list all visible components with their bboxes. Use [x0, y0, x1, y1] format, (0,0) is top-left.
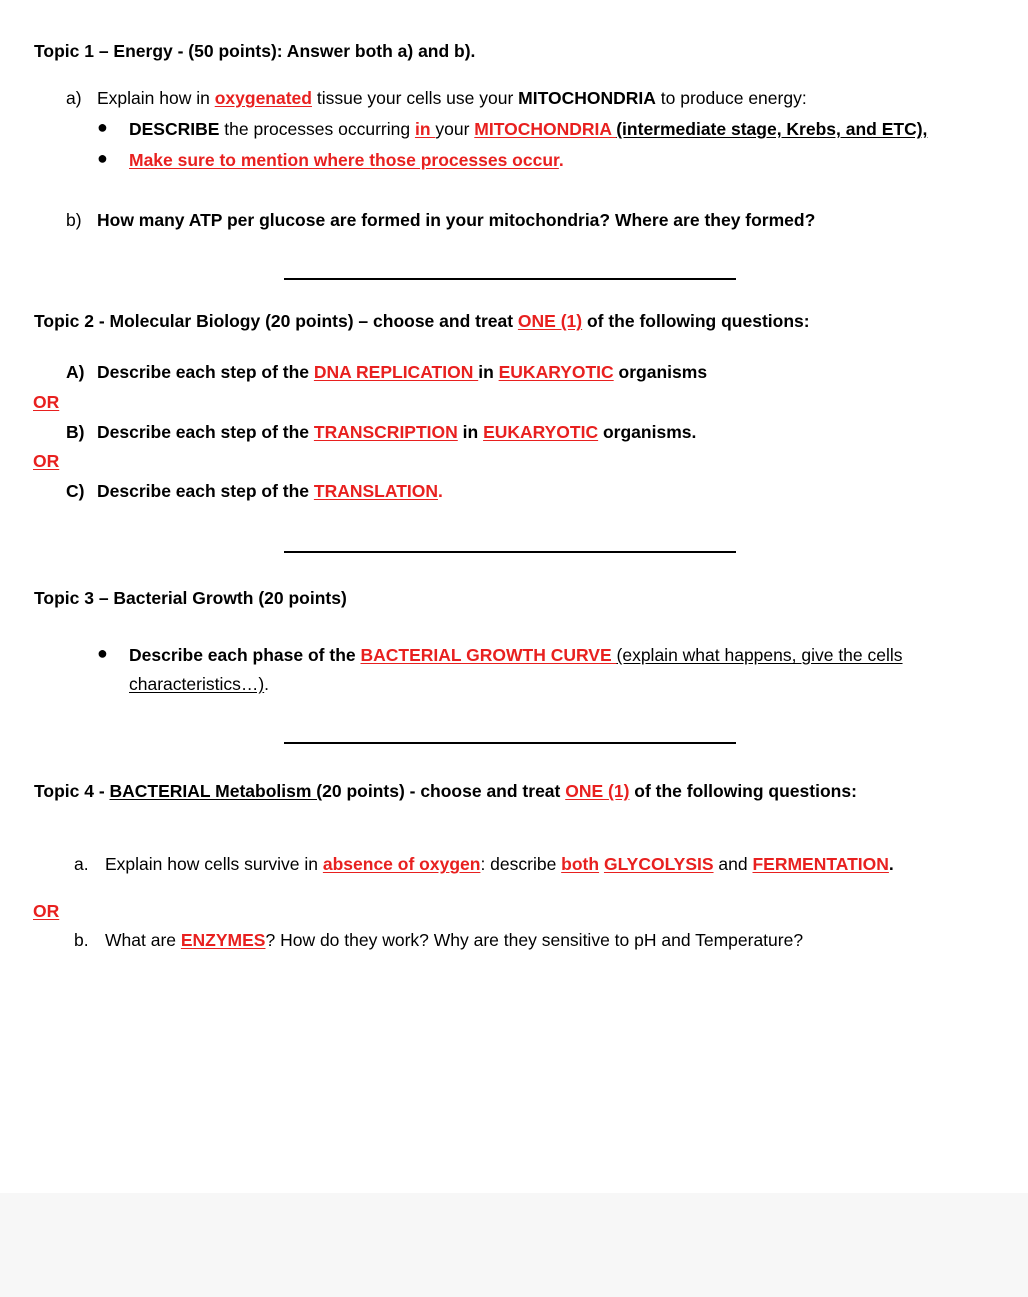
text: characteristics…) — [129, 674, 265, 694]
keyword: ONE (1) — [565, 781, 630, 801]
topic2-A-marker: A) — [66, 362, 85, 382]
bullet-icon: ● — [97, 643, 108, 663]
topic2-B-marker: B) — [66, 422, 85, 442]
page-footer-area — [0, 1193, 1028, 1297]
or-label: OR — [33, 392, 60, 412]
keyword: both — [561, 854, 600, 874]
text: (explain what happens, give the cells — [616, 645, 903, 665]
text: in — [457, 422, 484, 442]
topic4-heading — [34, 780, 857, 802]
bullet-icon: ● — [97, 148, 108, 168]
text: . — [264, 674, 270, 694]
text: of the following questions: — [582, 311, 810, 331]
topic1-a-line — [97, 87, 807, 109]
text: . — [558, 150, 564, 170]
text: Describe each step of the — [97, 362, 314, 382]
keyword: MITOCHONDRIA — [474, 119, 617, 139]
keyword: ONE (1) — [517, 311, 583, 331]
topic1-b-marker: b) — [66, 210, 82, 230]
text: Explain how in — [97, 88, 215, 108]
topic4-a-marker: a. — [74, 854, 89, 874]
keyword: DNA REPLICATION — [313, 362, 479, 382]
separator — [284, 742, 736, 744]
text: organisms. — [598, 422, 697, 442]
text: . — [888, 854, 894, 874]
keyword: EUKARYOTIC — [498, 362, 614, 382]
keyword: Make sure to mention where those processes occur — [129, 150, 559, 170]
text: the processes occurring — [219, 119, 415, 139]
keyword: TRANSCRIPTION — [313, 422, 458, 442]
keyword: oxygenated — [214, 88, 312, 108]
text: ? How do they work? Why are they sensitive to pH and Temperature? — [265, 930, 804, 950]
separator — [284, 278, 736, 280]
topic1-b-question: How many ATP per glucose are formed in your mitochondria? Where are they formed? — [97, 210, 816, 230]
text: : describe — [480, 854, 562, 874]
text: What are — [105, 930, 181, 950]
keyword: EUKARYOTIC — [483, 422, 599, 442]
bullet-icon: ● — [97, 117, 108, 137]
text: tissue your cells use your — [311, 88, 519, 108]
or-label: OR — [33, 901, 60, 921]
keyword: ENZYMES — [180, 930, 266, 950]
keyword: in — [414, 119, 436, 139]
text: Explain how cells survive in — [105, 854, 323, 874]
keyword: GLYCOLYSIS — [603, 854, 714, 874]
text: . — [438, 481, 443, 501]
keyword: absence of oxygen — [322, 854, 481, 874]
topic1-a-bullet1 — [129, 118, 927, 140]
keyword: MITOCHONDRIA — [518, 88, 656, 108]
text: Describe each phase of the — [129, 645, 361, 665]
text: of the following questions: — [629, 781, 857, 801]
topic3-heading: Topic 3 – Bacterial Growth (20 points) — [34, 588, 347, 608]
separator — [284, 551, 736, 553]
keyword: DESCRIBE — [129, 119, 220, 139]
topic1-a-marker: a) — [66, 88, 82, 108]
text: and — [713, 854, 753, 874]
topic1-a-bullet2 — [129, 149, 564, 171]
keyword: FERMENTATION — [752, 854, 889, 874]
text: (intermediate stage, Krebs, and ETC), — [616, 119, 928, 139]
topic1-heading: Topic 1 – Energy - (50 points): Answer both a) and b). — [34, 41, 476, 61]
text: in — [478, 362, 499, 382]
text: organisms — [613, 362, 708, 382]
text: to produce energy: — [655, 88, 807, 108]
or-label: OR — [33, 451, 60, 471]
keyword: TRANSLATION — [313, 481, 438, 501]
topic2-B-line — [97, 421, 696, 443]
topic4-b-line — [105, 929, 803, 951]
topic2-C-marker: C) — [66, 481, 85, 501]
topic3-bullet-line2 — [129, 673, 269, 695]
text: Topic 4 - — [34, 781, 110, 801]
topic4-a-line — [105, 853, 894, 875]
text: your — [435, 119, 475, 139]
text: 20 points) - choose and treat — [322, 781, 566, 801]
keyword: BACTERIAL GROWTH CURVE — [360, 645, 617, 665]
topic2-A-line — [97, 361, 707, 383]
text: Describe each step of the — [97, 422, 314, 442]
text: Describe each step of the — [97, 481, 314, 501]
text: BACTERIAL Metabolism ( — [109, 781, 323, 801]
topic3-bullet-line1 — [129, 644, 903, 666]
topic2-C-line — [97, 480, 443, 502]
text: Topic 2 - Molecular Biology (20 points) – choose and treat — [34, 311, 518, 331]
topic4-b-marker: b. — [74, 930, 89, 950]
topic2-heading — [34, 310, 810, 332]
